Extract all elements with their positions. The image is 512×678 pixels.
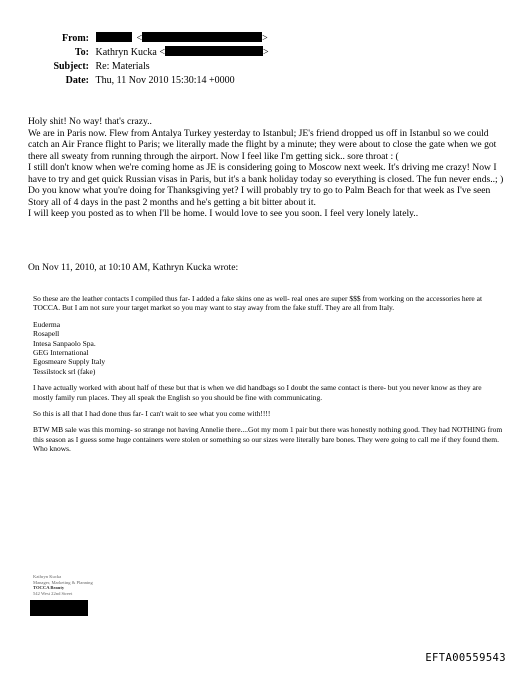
contact-item: Egosmeare Supply Italy bbox=[33, 357, 106, 367]
date-value: Thu, 11 Nov 2010 15:30:14 +0000 bbox=[95, 75, 235, 86]
to-row: To: Kathryn Kucka < > bbox=[48, 46, 269, 60]
quoted-paragraph: BTW MB sale was this morning- so strange not having Annelie there....Got my mom 1 pair but there was honestly nothing good. They had NOTHING from this season as I guess some huge containers were stolen or something so our sizes were literally bare bones. They were going to call me if they found them. Who knows. bbox=[33, 425, 503, 454]
document-id: EFTA00559543 bbox=[425, 652, 506, 664]
quoted-intro: So these are the leather contacts I compiled thus far- I added a fake skins one as well- real ones are super $$$ from working on the accessories here at TOCCA. But I am not sure your target market so you may want to stay away from the fake stuff. They are all from Italy. bbox=[33, 294, 483, 313]
subject-row bbox=[48, 60, 269, 74]
to-name: Kathryn Kucka < bbox=[95, 47, 166, 58]
quote-attribution: On Nov 11, 2010, at 10:10 AM, Kathryn Kucka wrote: bbox=[28, 262, 239, 273]
reply-paragraph: Do you know what you're doing for Thanksgiving yet? I will probably try to go to Palm Beach for that week as I've seen Story all of 4 days in the past 2 months and he's getting a bit bitter about it. bbox=[28, 185, 491, 208]
reply-body bbox=[28, 116, 504, 220]
subject-label: Subject: bbox=[53, 61, 89, 72]
from-bracket: < bbox=[134, 33, 143, 44]
redaction-block bbox=[30, 600, 88, 616]
date-label: Date: bbox=[65, 75, 89, 86]
reply-paragraph: I will keep you posted as to when I'll be home. I would love to see you soon. I feel very lonely lately.. bbox=[28, 208, 419, 219]
signature bbox=[33, 574, 93, 596]
contact-list bbox=[33, 320, 503, 376]
contact-item: Euderma bbox=[33, 319, 61, 329]
redaction-block bbox=[142, 32, 262, 42]
signature-company: TOCCA Beauty bbox=[33, 585, 65, 591]
signature-name: Kathryn Kucka bbox=[33, 574, 62, 579]
redaction-block bbox=[165, 46, 263, 56]
reply-paragraph: Holy shit! No way! that's crazy.. bbox=[28, 116, 152, 127]
contact-item: Rosapell bbox=[33, 329, 60, 339]
subject-value: Re: Materials bbox=[95, 61, 150, 72]
quoted-paragraph: So this is all that I had done thus far- I can't wait to see what you come with!!!! bbox=[33, 409, 271, 419]
email-header bbox=[48, 32, 269, 88]
quoted-paragraph: I have actually worked with about half of these but that is when we did handbags so I doubt the same contact is there- but you never know as they are mostly family run places. They all speak the English so you should be fine with communicating. bbox=[33, 383, 482, 402]
signature-title: Manager, Marketing & Planning bbox=[33, 579, 93, 585]
contact-item: GEG International bbox=[33, 348, 89, 358]
reply-paragraph: I still don't know when we're coming home as JE is considering going to Moscow next week. It's driving me crazy! Now I have to try and get quick Russian visas in Paris, but it's a bank holiday today so everything is closed. The fun never ends..; ) bbox=[28, 162, 504, 185]
reply-paragraph: We are in Paris now. Flew from Antalya Turkey yesterday to Istanbul; JE's friend dropped us off in Istanbul so we could catch an Air France flight to Paris; we literally made the flight by a minute; they were about to close the gate when we got there all sweaty from running through the airport. Now I feel like I'm getting sick.. sore throat : ( bbox=[28, 127, 497, 162]
from-row: From: < > bbox=[48, 32, 269, 46]
redaction-block bbox=[96, 32, 132, 42]
signature-address: 542 West 22nd Street bbox=[33, 590, 73, 596]
quoted-message bbox=[33, 294, 503, 461]
to-label: To: bbox=[74, 47, 89, 58]
contact-item: Tessilstock srl (fake) bbox=[33, 366, 96, 376]
contact-item: Intesa Sanpaolo Spa. bbox=[33, 338, 96, 348]
date-row bbox=[48, 74, 269, 88]
from-label: From: bbox=[61, 33, 89, 44]
